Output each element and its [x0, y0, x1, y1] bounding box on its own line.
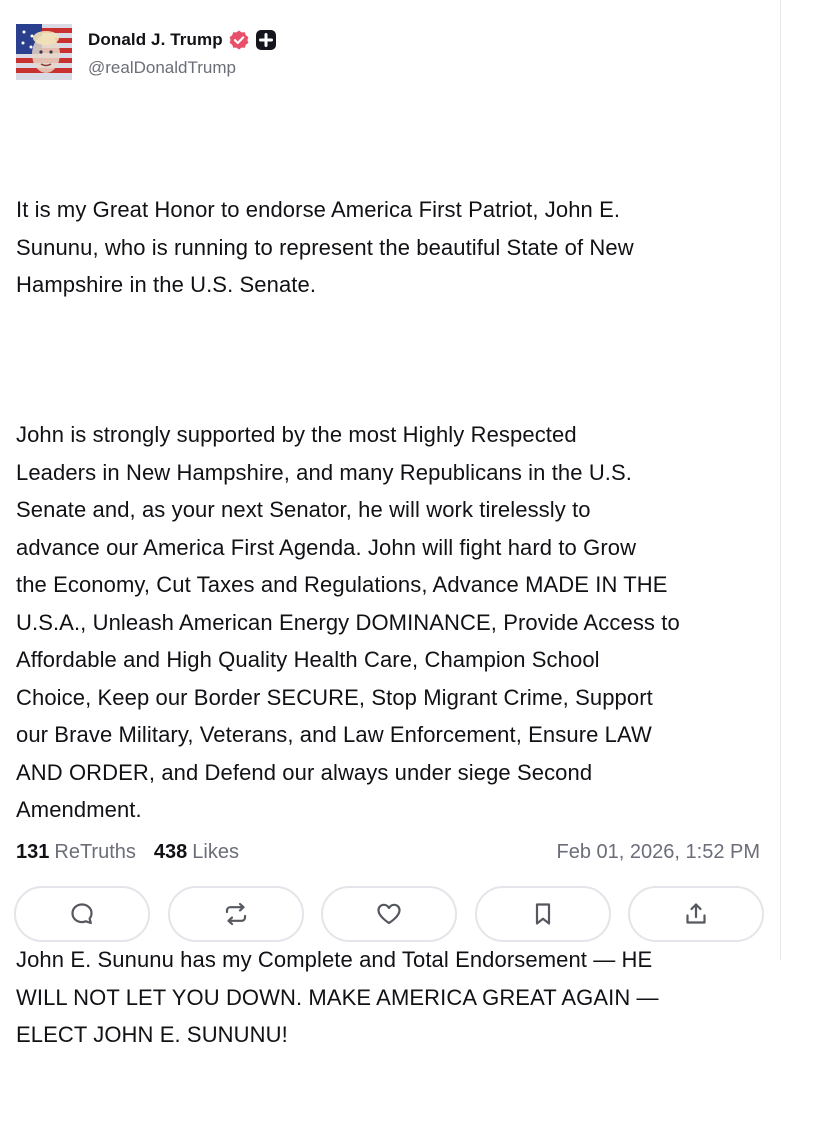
- bookmark-icon: [531, 901, 555, 927]
- post-stats: [16, 838, 760, 866]
- verified-badge-icon: [228, 29, 250, 51]
- author-info: [88, 28, 277, 78]
- retruths-count: 131: [16, 840, 50, 863]
- share-button[interactable]: [628, 886, 764, 942]
- plus-badge-icon: [255, 29, 277, 51]
- likes-count: 438: [153, 840, 188, 863]
- likes-stat[interactable]: [154, 841, 239, 864]
- post-paragraph: John is strongly supported by the most Highly Respected Leaders in New Hampshire, and many Republicans in the U.S. Senate and, as your next Senator, he will work tirelessly to advance our America First Agenda. John will fight hard to Grow the Economy, Cut Taxes and Regulations, Advance MADE IN THE U.S.A., Unleash American Energy DOMINANCE, Provide Access to Affordable and High Quality Health Care, Champion School Choice, Keep our Border SECURE, Stop Migrant Crime, Support our Brave Military, Veterans, and Law Enforcement, Ensure LAW AND ORDER, and Defend our always under siege Second Amendment.: [16, 422, 680, 822]
- retruths-stat[interactable]: [16, 841, 136, 864]
- flag-portrait-avatar-icon: [16, 24, 72, 80]
- likes-label: Likes: [192, 840, 239, 863]
- author-handle[interactable]: @realDonaldTrump: [88, 58, 236, 77]
- share-icon: [683, 901, 709, 927]
- retruths-label: ReTruths: [54, 840, 136, 863]
- post-actions: [14, 886, 764, 942]
- bookmark-button[interactable]: [475, 886, 611, 942]
- heart-icon: [375, 901, 403, 927]
- reply-button[interactable]: [14, 886, 150, 942]
- avatar[interactable]: [16, 24, 72, 80]
- retruth-button[interactable]: [168, 886, 304, 942]
- post-paragraph: John E. Sununu has my Complete and Total Endorsement — HE WILL NOT LET YOU DOWN. MAKE AMERICA GREAT AGAIN — ELECT JOHN E. SUNUNU!: [16, 947, 659, 1047]
- name-row: [88, 28, 277, 52]
- reply-icon: [69, 901, 95, 927]
- post-card: [16, 24, 762, 1129]
- column-divider: [780, 0, 781, 960]
- author-display-name[interactable]: Donald J. Trump: [88, 30, 223, 49]
- post-header: [16, 24, 762, 82]
- post-paragraph: It is my Great Honor to endorse America First Patriot, John E. Sununu, who is running to represent the beautiful State of New Hampshire in the U.S. Senate.: [16, 197, 634, 297]
- post-body: [16, 116, 762, 1129]
- retruth-icon: [222, 901, 250, 927]
- post-timestamp[interactable]: Feb 01, 2026, 1:52 PM: [556, 840, 760, 863]
- like-button[interactable]: [321, 886, 457, 942]
